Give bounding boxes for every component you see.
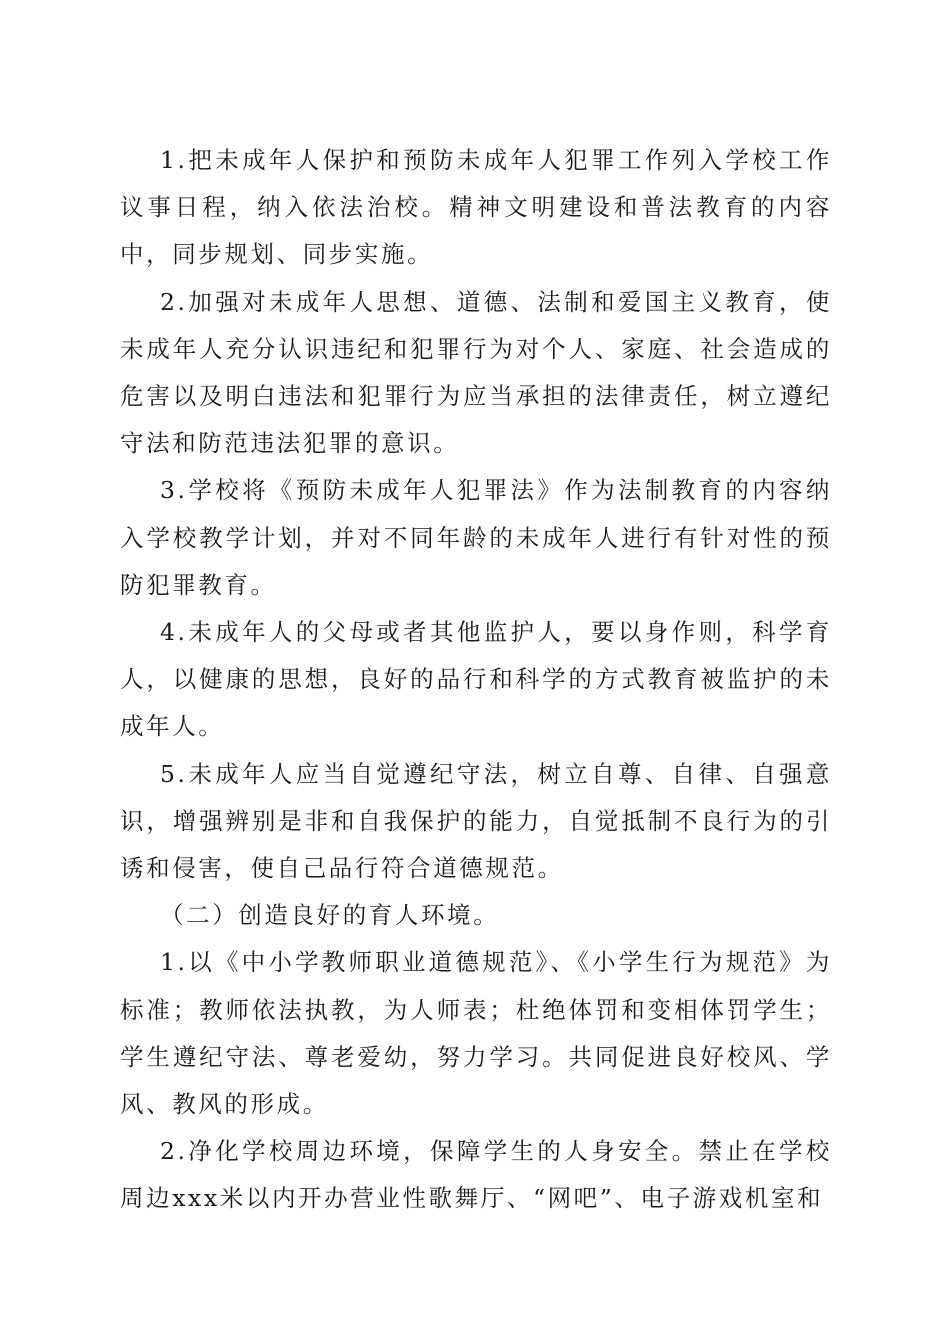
section-heading: （二）创造良好的育人环境。 [160, 901, 500, 930]
paragraph-item-5: 5.未成年人应当自觉遵纪守法，树立自尊、自律、自强意识，增强辨别是非和自我保护的能力，自觉抵制不良行为的引诱和侵害，使自己品行符合道德规范。 [120, 759, 832, 883]
document-body [120, 137, 832, 1223]
paragraph-item-2: 2.加强对未成年人思想、道德、法制和爱国主义教育，使未成年人充分认识违纪和犯罪行为对个人、家庭、社会造成的危害以及明白违法和犯罪行为应当承担的法律责任，树立遵纪守法和防范违法犯罪的意识。 [120, 287, 832, 458]
paragraph-item-7: 2.净化学校周边环境，保障学生的人身安全。禁止在学校周边xxx米以内开办营业性歌舞厅、“网吧”、电子游戏机室和 [120, 1137, 832, 1213]
paragraph-item-4: 4.未成年人的父母或者其他监护人，要以身作则，科学育人，以健康的思想，良好的品行和科学的方式教育被监护的未成年人。 [120, 618, 832, 741]
paragraph-item-3: 3.学校将《预防未成年人犯罪法》作为法制教育的内容纳入学校教学计划，并对不同年龄的未成年人进行有针对性的预防犯罪教育。 [120, 476, 832, 599]
paragraph-item-1: 1.把未成年人保护和预防未成年人犯罪工作列入学校工作议事日程，纳入依法治校。精神文明建设和普法教育的内容中，同步规划、同步实施。 [120, 146, 832, 269]
paragraph-item-6: 1.以《中小学教师职业道德规范》、《小学生行为规范》为标准；教师依法执教，为人师表；杜绝体罚和变相体罚学生；学生遵纪守法、尊老爱幼，努力学习。共同促进良好校风、学风、教风的形成。 [120, 948, 832, 1119]
